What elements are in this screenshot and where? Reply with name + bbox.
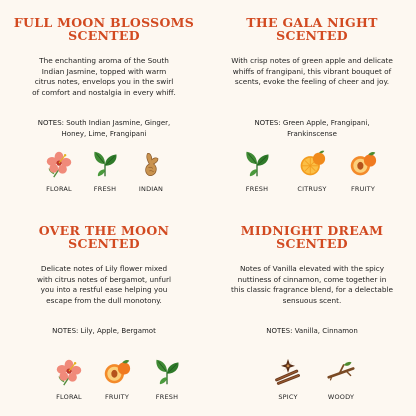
scent-label: FRUITY [350, 185, 376, 193]
card-description: Notes of Vanilla elevated with the spicy nuttiness of cinnamon, come together in this classic fragrance blend, for a delectable sensuous scent. [230, 264, 393, 305]
scent-icons-row [208, 150, 416, 200]
scent-item-floral [34, 150, 84, 193]
scent-label: FLORAL [56, 393, 82, 401]
card-title: THE GALA NIGHT SCENTED [246, 15, 378, 43]
fragrance-card-full-moon-blossoms [0, 0, 208, 208]
scent-label: FRESH [93, 185, 117, 193]
hibiscus-flower-icon [45, 150, 73, 178]
scent-item-citrusy [287, 150, 337, 193]
fragrance-card-midnight-dream [208, 208, 416, 416]
scent-label: FRUITY [104, 393, 130, 401]
card-title: OVER THE MOON SCENTED [38, 223, 170, 251]
scent-label: FLORAL [46, 185, 72, 193]
card-notes: NOTES: South Indian Jasmine, Ginger, Honey, Lime, Frangipani [37, 119, 171, 138]
scent-label: FRESH [155, 393, 179, 401]
cinnamon-star-anise-icon [274, 358, 302, 386]
scent-item-fruity [92, 358, 142, 401]
scent-item-floral [44, 358, 94, 401]
scent-label: FRESH [245, 185, 269, 193]
scent-label: WOODY [327, 393, 355, 401]
green-leaves-icon [91, 150, 119, 178]
scent-label: CITRUSY [297, 185, 327, 193]
scent-item-fresh [142, 358, 192, 401]
card-notes: NOTES: Vanilla, Cinnamon [266, 327, 358, 335]
orange-citrus-icon [298, 150, 326, 178]
hibiscus-flower-icon [55, 358, 83, 386]
wooden-twig-icon [327, 358, 355, 386]
scent-item-indian [126, 150, 176, 193]
scent-label: SPICY [278, 393, 298, 401]
card-description: Delicate notes of Lily flower mixed with citrus notes of bergamot, unfurl you into a restful ease helping you escape from the dull monotony. [37, 264, 171, 305]
card-title: FULL MOON BLOSSOMS SCENTED [13, 15, 195, 43]
scent-icons-row [208, 358, 416, 408]
ginger-root-icon [137, 150, 165, 178]
scent-icons-row [0, 358, 208, 408]
card-description: The enchanting aroma of the South Indian Jasmine, topped with warm citrus notes, envelops you in the swirl of comfort and nostalgia in every whiff. [32, 56, 176, 97]
fragrance-card-over-the-moon [0, 208, 208, 416]
scent-item-spicy [263, 358, 313, 401]
scent-item-fresh [232, 150, 282, 193]
scent-icons-row [0, 150, 208, 200]
card-title: MIDNIGHT DREAM SCENTED [240, 223, 384, 251]
card-description: With crisp notes of green apple and delicate whiffs of frangipani, this vibrant bouquet of scents, evoke the feeling of cheer and joy. [231, 56, 393, 86]
peach-fruit-icon [349, 150, 377, 178]
card-notes: NOTES: Green Apple, Frangipani, Frankinscense [254, 119, 370, 138]
green-leaves-icon [153, 358, 181, 386]
scent-item-woody [316, 358, 366, 401]
card-notes: NOTES: Lily, Apple, Bergamot [52, 327, 156, 335]
fragrance-card-gala-night [208, 0, 416, 208]
green-leaves-icon [243, 150, 271, 178]
peach-fruit-icon [103, 358, 131, 386]
scent-item-fresh [80, 150, 130, 193]
scent-label: INDIAN [138, 185, 164, 193]
scent-item-fruity [338, 150, 388, 193]
